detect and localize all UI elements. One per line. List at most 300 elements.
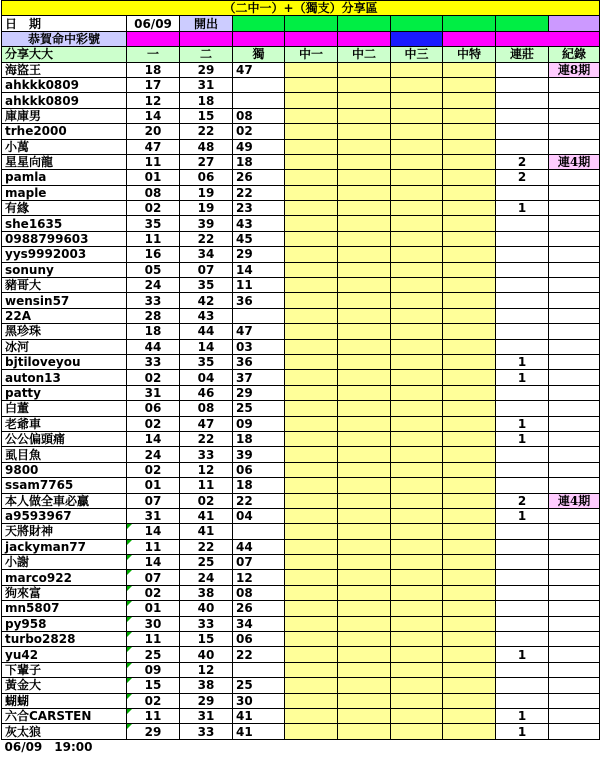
table-row (2, 308, 600, 323)
pick-single (233, 308, 285, 323)
streak-count (496, 478, 549, 493)
streak-count (496, 308, 549, 323)
streak-count (496, 108, 549, 123)
pick-second: 11 (180, 478, 233, 493)
special-cell (443, 185, 496, 200)
hit2-cell (338, 555, 391, 570)
share-table (1, 0, 600, 754)
pick-second: 12 (180, 662, 233, 677)
pick-single: 12 (233, 570, 285, 585)
hit2-cell (338, 77, 391, 92)
streak-count: 1 (496, 431, 549, 446)
pick-first: 08 (127, 185, 180, 200)
pick-second: 41 (180, 508, 233, 523)
pick-first: 01 (127, 478, 180, 493)
pick-second: 25 (180, 555, 233, 570)
hit3-cell (391, 108, 443, 123)
pick-second: 43 (180, 308, 233, 323)
sharer-name: pamla (2, 170, 127, 185)
pick-single: 22 (233, 185, 285, 200)
hit1-cell (285, 462, 338, 477)
table-row (2, 462, 600, 477)
streak-count (496, 62, 549, 77)
pick-single: 04 (233, 508, 285, 523)
hit1-cell (285, 555, 338, 570)
hit1-cell (285, 370, 338, 385)
pick-single: 36 (233, 354, 285, 369)
table-row (2, 108, 600, 123)
table-row (2, 647, 600, 662)
sharer-name: yys9992003 (2, 247, 127, 262)
pick-second: 33 (180, 616, 233, 631)
pick-single: 34 (233, 616, 285, 631)
record-badge: 連8期 (549, 62, 600, 77)
pick-first: 33 (127, 293, 180, 308)
pick-first: 01 (127, 601, 180, 616)
pick-single: 06 (233, 632, 285, 647)
hit3-cell (391, 524, 443, 539)
record-badge (549, 647, 600, 662)
sharer-name: marco922 (2, 570, 127, 585)
pick-single (233, 93, 285, 108)
column-header-row (2, 47, 600, 62)
pick-first: 02 (127, 462, 180, 477)
pick-single: 14 (233, 262, 285, 277)
hit3-cell (391, 462, 443, 477)
hit2-cell (338, 524, 391, 539)
pick-first: 06 (127, 401, 180, 416)
special-cell (443, 293, 496, 308)
hit1-cell (285, 385, 338, 400)
hit2-cell (338, 293, 391, 308)
sharer-name: 天將財神 (2, 524, 127, 539)
streak-count: 2 (496, 170, 549, 185)
streak-count (496, 524, 549, 539)
hit1-cell (285, 278, 338, 293)
pick-first: 11 (127, 154, 180, 169)
table-row (2, 354, 600, 369)
pick-first: 17 (127, 77, 180, 92)
hit1-cell (285, 247, 338, 262)
streak-count (496, 124, 549, 139)
pick-single: 44 (233, 539, 285, 554)
table-row (2, 278, 600, 293)
hit1-cell (285, 154, 338, 169)
table-row (2, 524, 600, 539)
col-header-streak: 連莊 (496, 47, 549, 62)
special-cell (443, 416, 496, 431)
sharer-name: 蝴蝴 (2, 693, 127, 708)
pick-first: 30 (127, 616, 180, 631)
table-row (2, 678, 600, 693)
hit2-cell (338, 401, 391, 416)
hit3-cell (391, 478, 443, 493)
pick-first: 25 (127, 647, 180, 662)
pick-second: 38 (180, 678, 233, 693)
special-cell (443, 508, 496, 523)
special-cell (443, 539, 496, 554)
hit3-cell (391, 339, 443, 354)
pick-first: 24 (127, 278, 180, 293)
pick-first: 28 (127, 308, 180, 323)
special-cell (443, 278, 496, 293)
congrats-label: 恭賀命中彩號 (2, 31, 127, 46)
pick-second: 42 (180, 293, 233, 308)
special-cell (443, 324, 496, 339)
streak-count (496, 339, 549, 354)
title-row (2, 1, 600, 16)
col-header-hit2: 中二 (338, 47, 391, 62)
pick-first: 09 (127, 662, 180, 677)
streak-count (496, 570, 549, 585)
pick-second: 33 (180, 724, 233, 739)
record-badge (549, 385, 600, 400)
hit3-cell (391, 170, 443, 185)
table-row (2, 616, 600, 631)
pick-first: 02 (127, 370, 180, 385)
hit1-cell (285, 339, 338, 354)
hit2-cell (338, 108, 391, 123)
record-badge (549, 308, 600, 323)
table-row (2, 77, 600, 92)
hit1-cell (285, 601, 338, 616)
pick-first: 31 (127, 385, 180, 400)
pick-second: 29 (180, 693, 233, 708)
record-badge (549, 478, 600, 493)
hit2-cell (338, 278, 391, 293)
col-header-single: 獨 (233, 47, 285, 62)
record-badge (549, 247, 600, 262)
sharer-name: trhe2000 (2, 124, 127, 139)
hit2-cell (338, 385, 391, 400)
special-cell (443, 632, 496, 647)
sharer-name: wensin57 (2, 293, 127, 308)
pick-single: 26 (233, 601, 285, 616)
pick-single: 23 (233, 201, 285, 216)
pick-single: 25 (233, 678, 285, 693)
hit3-cell (391, 693, 443, 708)
hit1-cell (285, 354, 338, 369)
special-cell (443, 339, 496, 354)
hit1-cell (285, 124, 338, 139)
table-row (2, 570, 600, 585)
pick-single: 18 (233, 478, 285, 493)
col-header-special: 中特 (443, 47, 496, 62)
hit1-cell (285, 616, 338, 631)
hit1-cell (285, 508, 338, 523)
pick-first: 14 (127, 555, 180, 570)
table-row (2, 370, 600, 385)
table-row (2, 693, 600, 708)
table-row (2, 632, 600, 647)
table-row (2, 493, 600, 508)
hit3-cell (391, 354, 443, 369)
pick-second: 19 (180, 185, 233, 200)
sharer-name: maple (2, 185, 127, 200)
hit2-cell (338, 339, 391, 354)
pick-second: 38 (180, 585, 233, 600)
table-row (2, 401, 600, 416)
streak-count: 2 (496, 493, 549, 508)
streak-count (496, 585, 549, 600)
record-badge (549, 185, 600, 200)
sharer-name: 豬哥大 (2, 278, 127, 293)
record-badge (549, 431, 600, 446)
hit2-cell (338, 585, 391, 600)
streak-count (496, 231, 549, 246)
pick-single: 30 (233, 693, 285, 708)
record-badge (549, 708, 600, 723)
special-cell (443, 354, 496, 369)
pick-single: 41 (233, 708, 285, 723)
pick-first: 24 (127, 447, 180, 462)
pick-second: 46 (180, 385, 233, 400)
hit3-cell (391, 231, 443, 246)
pick-single: 45 (233, 231, 285, 246)
banner-cell (285, 31, 338, 46)
pick-second: 22 (180, 539, 233, 554)
pick-first: 31 (127, 508, 180, 523)
streak-count (496, 93, 549, 108)
special-cell (443, 462, 496, 477)
table-row (2, 539, 600, 554)
streak-count (496, 632, 549, 647)
pick-first: 11 (127, 708, 180, 723)
hit2-cell (338, 370, 391, 385)
pick-second: 34 (180, 247, 233, 262)
streak-count: 1 (496, 508, 549, 523)
hit2-cell (338, 508, 391, 523)
pick-first: 15 (127, 678, 180, 693)
hit1-cell (285, 108, 338, 123)
banner-cell (233, 31, 285, 46)
hit2-cell (338, 708, 391, 723)
special-cell (443, 77, 496, 92)
pick-second: 41 (180, 524, 233, 539)
hit3-cell (391, 647, 443, 662)
sharer-name: 下輩子 (2, 662, 127, 677)
sharer-name: 白董 (2, 401, 127, 416)
table-row (2, 124, 600, 139)
sharer-name: ssam7765 (2, 478, 127, 493)
hit3-cell (391, 708, 443, 723)
record-badge (549, 339, 600, 354)
record-badge (549, 108, 600, 123)
record-badge (549, 77, 600, 92)
hit1-cell (285, 447, 338, 462)
special-cell (443, 139, 496, 154)
pick-second: 48 (180, 139, 233, 154)
hit3-cell (391, 431, 443, 446)
pick-first: 11 (127, 632, 180, 647)
table-row (2, 216, 600, 231)
record-badge (549, 601, 600, 616)
pick-first: 18 (127, 62, 180, 77)
table-row (2, 339, 600, 354)
record-badge (549, 139, 600, 154)
hit1-cell (285, 185, 338, 200)
pick-first: 02 (127, 201, 180, 216)
pick-single: 18 (233, 431, 285, 446)
hit1-cell (285, 401, 338, 416)
pick-second: 22 (180, 231, 233, 246)
hit2-cell (338, 601, 391, 616)
streak-count (496, 385, 549, 400)
hit3-cell (391, 293, 443, 308)
pick-single: 09 (233, 416, 285, 431)
pick-second: 27 (180, 154, 233, 169)
hit1-cell (285, 62, 338, 77)
pick-first: 07 (127, 493, 180, 508)
hit1-cell (285, 93, 338, 108)
hit1-cell (285, 662, 338, 677)
streak-count (496, 216, 549, 231)
pick-second: 19 (180, 201, 233, 216)
record-badge (549, 662, 600, 677)
hit1-cell (285, 570, 338, 585)
pick-first: 12 (127, 93, 180, 108)
sharer-name: ahkkk0809 (2, 77, 127, 92)
hit2-cell (338, 124, 391, 139)
streak-count: 1 (496, 647, 549, 662)
record-badge (549, 201, 600, 216)
pick-first: 44 (127, 339, 180, 354)
sharer-name: 黃金大 (2, 678, 127, 693)
open-cell (549, 16, 600, 31)
hit2-cell (338, 139, 391, 154)
pick-second: 15 (180, 108, 233, 123)
record-badge (549, 524, 600, 539)
hit3-cell (391, 370, 443, 385)
table-row (2, 585, 600, 600)
hit3-cell (391, 508, 443, 523)
pick-single (233, 662, 285, 677)
pick-first: 02 (127, 693, 180, 708)
pick-single: 29 (233, 247, 285, 262)
table-row (2, 324, 600, 339)
special-cell (443, 308, 496, 323)
pick-first: 02 (127, 416, 180, 431)
pick-first: 33 (127, 354, 180, 369)
hit2-cell (338, 647, 391, 662)
pick-single (233, 77, 285, 92)
hit1-cell (285, 708, 338, 723)
special-cell (443, 108, 496, 123)
record-badge (549, 354, 600, 369)
hit2-cell (338, 431, 391, 446)
pick-second: 02 (180, 493, 233, 508)
banner-row (2, 31, 600, 46)
table-row (2, 170, 600, 185)
special-cell (443, 601, 496, 616)
table-row (2, 201, 600, 216)
hit3-cell (391, 185, 443, 200)
special-cell (443, 216, 496, 231)
streak-count: 1 (496, 201, 549, 216)
table-row (2, 385, 600, 400)
pick-single (233, 524, 285, 539)
record-badge (549, 278, 600, 293)
hit1-cell (285, 293, 338, 308)
streak-count (496, 77, 549, 92)
hit3-cell (391, 601, 443, 616)
sharer-name: jackyman77 (2, 539, 127, 554)
special-cell (443, 170, 496, 185)
special-cell (443, 401, 496, 416)
table-row (2, 724, 600, 739)
table-row (2, 247, 600, 262)
banner-cell (127, 31, 180, 46)
streak-count (496, 555, 549, 570)
hit2-cell (338, 478, 391, 493)
hit3-cell (391, 539, 443, 554)
hit3-cell (391, 570, 443, 585)
record-badge (549, 462, 600, 477)
streak-count (496, 616, 549, 631)
special-cell (443, 247, 496, 262)
sharer-name: 小謝 (2, 555, 127, 570)
banner-cell (391, 31, 443, 46)
streak-count (496, 139, 549, 154)
record-badge (549, 447, 600, 462)
hit2-cell (338, 201, 391, 216)
record-badge (549, 616, 600, 631)
special-cell (443, 708, 496, 723)
pick-single: 41 (233, 724, 285, 739)
pick-second: 29 (180, 62, 233, 77)
hit2-cell (338, 354, 391, 369)
pick-single: 49 (233, 139, 285, 154)
streak-count: 1 (496, 724, 549, 739)
pick-first: 14 (127, 431, 180, 446)
banner-cell (443, 31, 496, 46)
hit3-cell (391, 324, 443, 339)
hit1-cell (285, 201, 338, 216)
hit3-cell (391, 724, 443, 739)
special-cell (443, 616, 496, 631)
streak-count (496, 262, 549, 277)
hit3-cell (391, 385, 443, 400)
col-header-hit1: 中一 (285, 47, 338, 62)
special-cell (443, 431, 496, 446)
sharer-name: patty (2, 385, 127, 400)
pick-second: 08 (180, 401, 233, 416)
pick-first: 47 (127, 139, 180, 154)
table-row (2, 708, 600, 723)
special-cell (443, 62, 496, 77)
hit2-cell (338, 93, 391, 108)
pick-single: 29 (233, 385, 285, 400)
pick-second: 22 (180, 431, 233, 446)
record-badge (549, 293, 600, 308)
pick-single: 37 (233, 370, 285, 385)
pick-second: 39 (180, 216, 233, 231)
pick-second: 47 (180, 416, 233, 431)
hit3-cell (391, 62, 443, 77)
open-cell (443, 16, 496, 31)
sharer-name: ahkkk0809 (2, 93, 127, 108)
streak-count: 1 (496, 416, 549, 431)
hit1-cell (285, 139, 338, 154)
sharer-name: 本人做全車必贏 (2, 493, 127, 508)
pick-second: 31 (180, 77, 233, 92)
record-badge (549, 678, 600, 693)
hit2-cell (338, 308, 391, 323)
date-row (2, 16, 600, 31)
record-badge: 連4期 (549, 154, 600, 169)
pick-second: 14 (180, 339, 233, 354)
record-badge (549, 508, 600, 523)
